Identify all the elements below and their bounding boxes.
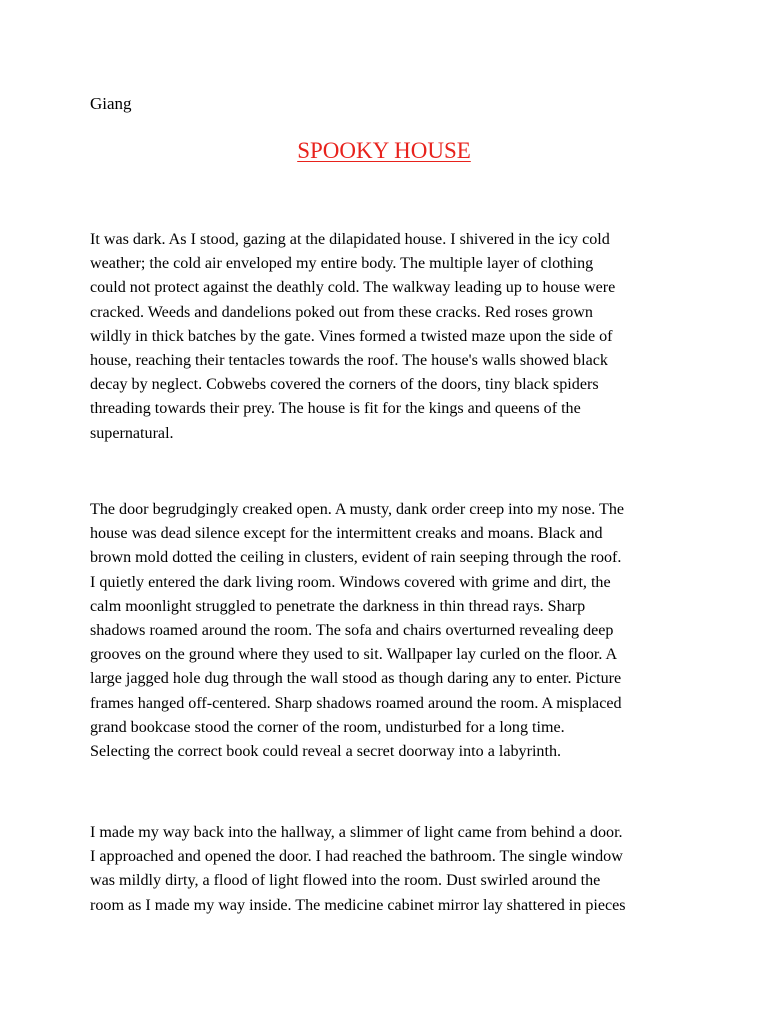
- paragraph-line: house was dead silence except for the intermittent creaks and moans. Black and: [90, 525, 603, 543]
- paragraph-line: Selecting the correct book could reveal a secret doorway into a labyrinth.: [90, 743, 562, 761]
- paragraph-line: brown mold dotted the ceiling in clusters, evident of rain seeping through the roof.: [90, 549, 622, 567]
- paragraph-3: [90, 821, 685, 918]
- paragraph-line: cracked. Weeds and dandelions poked out from these cracks. Red roses grown: [90, 303, 593, 321]
- paragraph-line: large jagged hole dug through the wall stood as though daring any to enter. Picture: [90, 670, 622, 688]
- paragraph-line: shadows roamed around the room. The sofa and chairs overturned revealing deep: [90, 622, 614, 640]
- paragraph-line: room as I made my way inside. The medicine cabinet mirror lay shattered in pieces: [90, 896, 626, 914]
- paragraph-line: frames hanged off-centered. Sharp shadows roamed around the room. A misplaced: [90, 694, 622, 712]
- paragraph-line: It was dark. As I stood, gazing at the dilapidated house. I shivered in the icy cold: [90, 231, 610, 248]
- paragraph-line: I quietly entered the dark living room. Windows covered with grime and dirt, the: [90, 573, 611, 591]
- paragraph-line: grooves on the ground where they used to sit. Wallpaper lay curled on the floor. A: [90, 646, 618, 664]
- paragraph-line: wildly in thick batches by the gate. Vines formed a twisted maze upon the side of: [90, 327, 613, 345]
- paragraph-line: The door begrudgingly creaked open. A musty, dank order creep into my nose. The: [90, 501, 625, 518]
- paragraph-line: house, reaching their tentacles towards the roof. The house's walls showed black: [90, 352, 608, 370]
- paragraph-line: decay by neglect. Cobwebs covered the corners of the doors, tiny black spiders: [90, 376, 599, 394]
- paragraph-1: [90, 228, 685, 446]
- paragraph-line: I made my way back into the hallway, a slimmer of light came from behind a door.: [90, 824, 623, 841]
- paragraph-line: I approached and opened the door. I had reached the bathroom. The single window: [90, 848, 623, 866]
- paragraph-line: weather; the cold air enveloped my entire body. The multiple layer of clothing: [90, 255, 594, 273]
- paragraph-line: threading towards their prey. The house is fit for the kings and queens of the: [90, 400, 581, 418]
- paragraph-line: supernatural.: [90, 424, 174, 442]
- paragraph-2: [90, 498, 685, 764]
- paragraph-line: could not protect against the deathly cold. The walkway leading up to house were: [90, 279, 616, 297]
- paragraph-line: calm moonlight struggled to penetrate the darkness in thin thread rays. Sharp: [90, 597, 586, 615]
- paragraph-line: grand bookcase stood the corner of the room, undisturbed for a long time.: [90, 718, 565, 736]
- paragraph-line: was mildly dirty, a flood of light flowed into the room. Dust swirled around the: [90, 872, 601, 890]
- document-title: SPOOKY HOUSE: [297, 138, 471, 163]
- author-name: Giang: [90, 94, 132, 113]
